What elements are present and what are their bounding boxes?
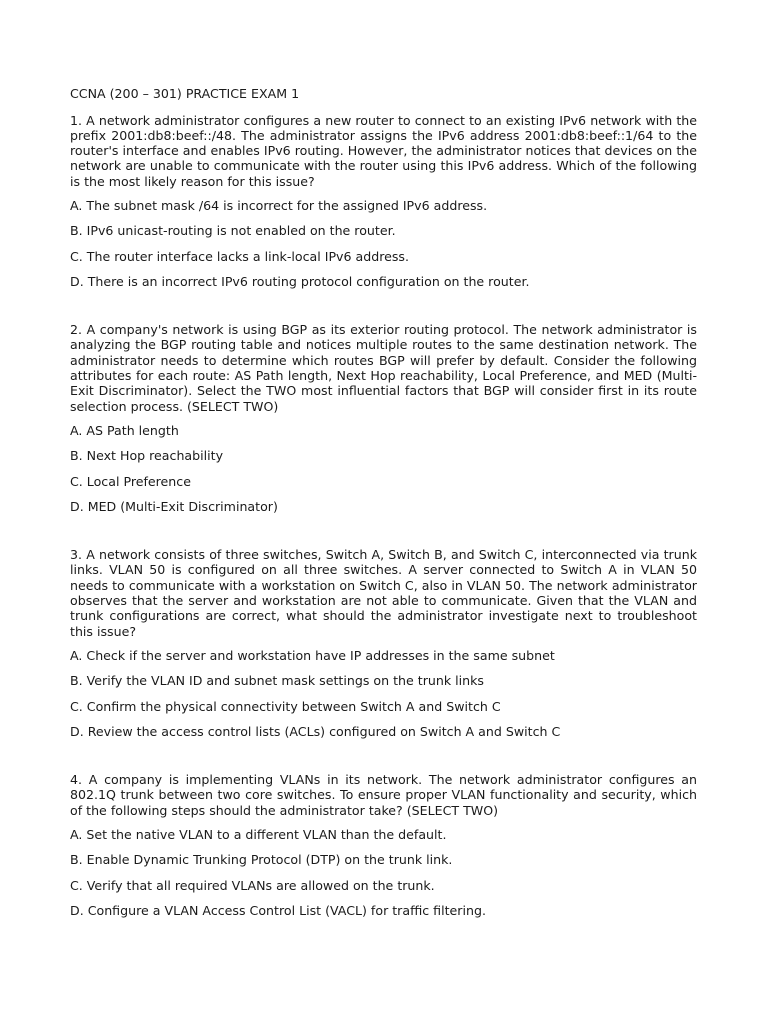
option-c: C. Local Preference (70, 473, 191, 489)
question-2 (70, 322, 697, 514)
question-4 (70, 772, 697, 918)
option-d: D. MED (Multi-Exit Discriminator) (70, 498, 278, 514)
option-b: B. Next Hop reachability (70, 448, 224, 464)
option-d: D. Configure a VLAN Access Control List (VACL) for traffic filtering. (70, 902, 486, 918)
option-a: A. Check if the server and workstation have IP addresses in the same subnet (70, 647, 555, 663)
option-a: A. AS Path length (70, 422, 179, 438)
option-c: C. Verify that all required VLANs are allowed on the trunk. (70, 877, 435, 893)
answer-options (70, 827, 697, 918)
question-text: 2. A company's network is using BGP as its exterior routing protocol. The network administrator is analyzing the BGP routing table and notices multiple routes to the same destination network. The administrator needs to determine which routes BGP will prefer by default. Consider the following attributes for each route: AS Path length, Next Hop reachability, Local Preference, and MED (Multi-Exit Discriminator). Select the TWO most influential factors that BGP will consider first in its route selection process. (SELECT TWO) (70, 322, 697, 414)
option-a: A. The subnet mask /64 is incorrect for the assigned IPv6 address. (70, 197, 488, 213)
question-text: 4. A company is implementing VLANs in its network. The network administrator configures an 802.1Q trunk between two core switches. To ensure proper VLAN functionality and security, which of the following steps should the administrator take? (SELECT TWO) (70, 772, 697, 818)
option-c: C. The router interface lacks a link-local IPv6 address. (70, 248, 409, 264)
option-b: B. Enable Dynamic Trunking Protocol (DTP) on the trunk link. (70, 852, 453, 868)
answer-options (70, 423, 697, 514)
option-a: A. Set the native VLAN to a different VLAN than the default. (70, 827, 447, 842)
question-text: 3. A network consists of three switches, Switch A, Switch B, and Switch C, interconnected via trunk links. VLAN 50 is configured on all three switches. A server connected to Switch A in VLAN 50 needs to communicate with a workstation on Switch C, also in VLAN 50. The network administrator observes that the server and workstation are not able to communicate. Given that the VLAN and trunk configurations are correct, what should the administrator investigate next to troubleshoot this issue? (70, 547, 697, 639)
answer-options (70, 198, 697, 289)
answer-options (70, 648, 697, 739)
question-1 (70, 113, 697, 290)
option-c: C. Confirm the physical connectivity between Switch A and Switch C (70, 698, 501, 714)
option-b: B. Verify the VLAN ID and subnet mask settings on the trunk links (70, 673, 484, 689)
document-page (70, 86, 697, 951)
option-b: B. IPv6 unicast-routing is not enabled on the router. (70, 223, 396, 239)
document-title: CCNA (200 – 301) PRACTICE EXAM 1 (70, 86, 300, 101)
option-d: D. Review the access control lists (ACLs) configured on Switch A and Switch C (70, 723, 561, 739)
option-d: D. There is an incorrect IPv6 routing protocol configuration on the router. (70, 273, 530, 289)
question-text: 1. A network administrator configures a new router to connect to an existing IPv6 network with the prefix 2001:db8:beef::/48. The administrator assigns the IPv6 address 2001:db8:beef::1/64 to the router's interface and enables IPv6 routing. However, the administrator notices that devices on the network are unable to communicate with the router using this IPv6 address. Which of the following is the most likely reason for this issue? (70, 112, 697, 189)
question-3 (70, 547, 697, 739)
